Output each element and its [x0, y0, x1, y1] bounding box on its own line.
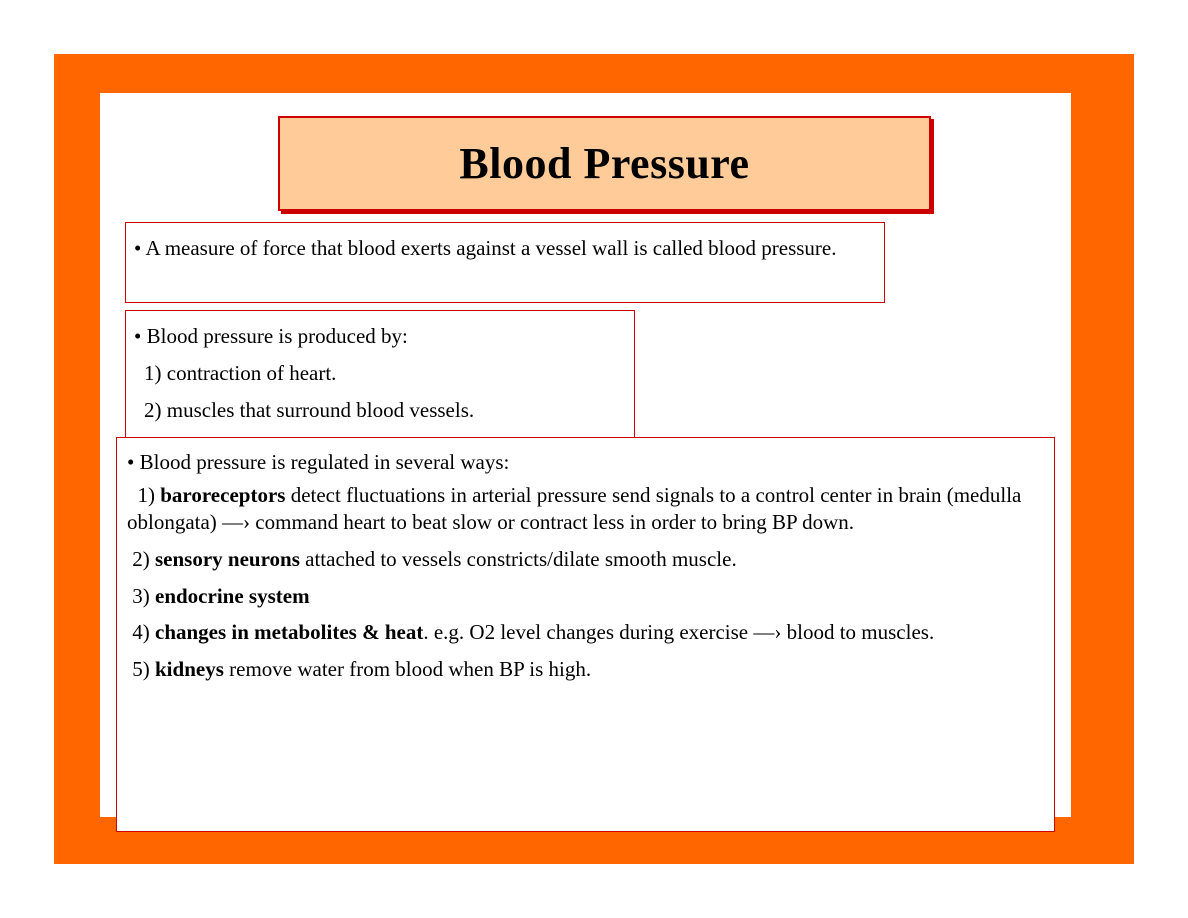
- item-number: 5): [132, 657, 150, 681]
- item-number: 1): [137, 483, 155, 507]
- item-keyword: sensory neurons: [155, 547, 300, 571]
- title-box: [278, 116, 931, 211]
- item-keyword: changes in metabolites & heat: [155, 620, 424, 644]
- regulated-item-4: [127, 619, 1046, 646]
- item-text: . e.g. O2 level changes during exercise —› blood to muscles.: [423, 620, 935, 644]
- item-number: 2): [132, 547, 150, 571]
- regulated-box: [116, 437, 1055, 832]
- item-keyword: kidneys: [155, 657, 224, 681]
- regulated-item-1: [127, 482, 1046, 536]
- item-number: 4): [132, 620, 150, 644]
- item-text: remove water from blood when BP is high.: [229, 657, 592, 681]
- item-keyword: endocrine system: [155, 584, 310, 608]
- produced-lead: • Blood pressure is produced by:: [134, 324, 408, 348]
- produced-item-2: 2) muscles that surround blood vessels.: [144, 398, 475, 422]
- definition-box: [125, 222, 885, 303]
- item-text: attached to vessels constricts/dilate smooth muscle.: [305, 547, 737, 571]
- regulated-item-5: [127, 655, 1046, 683]
- produced-box: [125, 310, 635, 438]
- item-text: detect fluctuations in arterial pressure send signals to a control center in brain (medulla oblongata) —› command heart to beat slow or contract less in order to bring BP down.: [127, 483, 1022, 534]
- regulated-item-2: [127, 545, 1046, 573]
- definition-text: • A measure of force that blood exerts against a vessel wall is called blood pressure.: [134, 236, 837, 260]
- regulated-lead: • Blood pressure is regulated in several ways:: [127, 450, 510, 474]
- item-keyword: baroreceptors: [160, 483, 286, 507]
- regulated-item-3: [127, 582, 1046, 610]
- item-number: 3): [132, 584, 150, 608]
- produced-item-1: 1) contraction of heart.: [144, 361, 337, 385]
- page-title: Blood Pressure: [459, 139, 750, 188]
